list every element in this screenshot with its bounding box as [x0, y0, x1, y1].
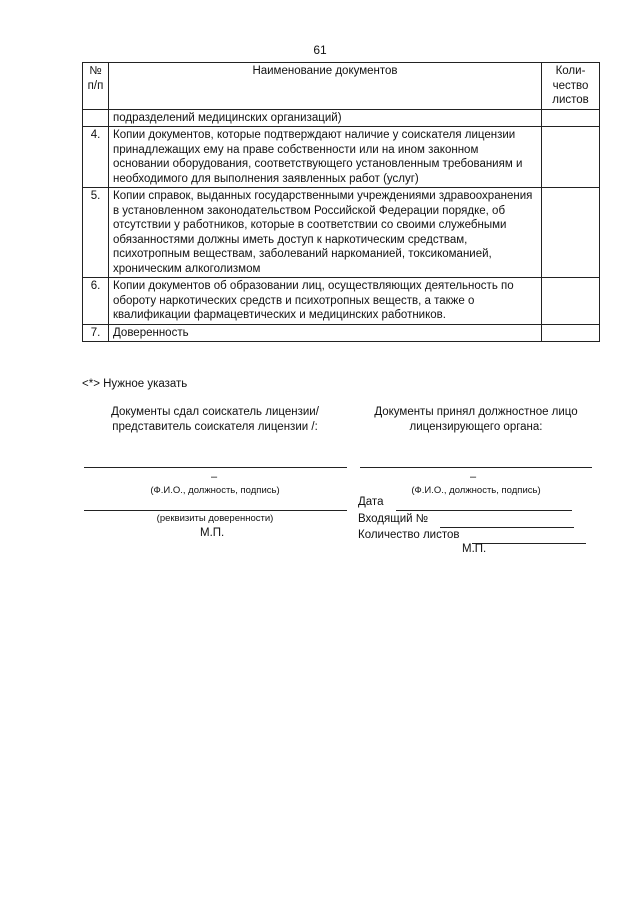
submitter-signature-line [84, 467, 347, 468]
documents-table [82, 62, 600, 342]
received-by-title: Документы принял должностное лицо лицензирующего органа: [374, 406, 578, 433]
submitter-signature-caption: (Ф.И.О., должность, подпись) [150, 485, 280, 496]
row-number: 6. [83, 278, 109, 325]
table-row [83, 127, 600, 188]
row-number: 7. [83, 324, 109, 342]
page-number: 61 [313, 43, 327, 57]
row-number [83, 109, 109, 127]
receiver-dash: – [470, 471, 477, 483]
submitted-by-title: Документы сдал соискатель лицензии/представитель соискателя лицензии /: [111, 406, 319, 433]
date-label: Дата [358, 496, 384, 508]
row-sheet-count [542, 109, 600, 127]
row-document-text: Копии документов, которые подтверждают наличие у соискателя лицензии принадлежащих ему на праве собственности или на ином законном основании оборудования, соответствующего установленным требованиям и необходимого для выполнения заявленных работ (услуг) [109, 127, 542, 188]
submitter-dash: – [211, 471, 218, 483]
table-header-row [83, 63, 600, 110]
incoming-number-label: Входящий № [358, 513, 429, 525]
sheet-count-line [472, 543, 586, 544]
footnote: <*> Нужное указать [82, 378, 188, 390]
header-number: № п/п [83, 63, 109, 110]
row-number: 5. [83, 188, 109, 278]
table-row [83, 278, 600, 325]
row-sheet-count [542, 324, 600, 342]
row-document-text: подразделений медицинских организаций) [109, 109, 542, 127]
header-sheet-count: Коли-чество листов [542, 63, 600, 110]
sheet-count-label: Количество листов [358, 529, 460, 541]
proxy-details-caption: (реквизиты доверенности) [156, 513, 274, 524]
row-sheet-count [542, 188, 600, 278]
row-sheet-count [542, 278, 600, 325]
table-row [83, 324, 600, 342]
date-line [396, 510, 572, 511]
proxy-details-line [84, 510, 347, 511]
table-row [83, 188, 600, 278]
table-row [83, 109, 600, 127]
row-number: 4. [83, 127, 109, 188]
row-document-text: Доверенность [109, 324, 542, 342]
header-document-name: Наименование документов [109, 63, 542, 110]
row-sheet-count [542, 127, 600, 188]
receiver-stamp-label: М.П. [462, 543, 487, 555]
submitter-stamp-label: М.П. [200, 527, 225, 539]
row-document-text: Копии документов об образовании лиц, осуществляющих деятельность по обороту наркотических средств и психотропных веществ, а также о квалификации фармацевтических и медицинских работников. [109, 278, 542, 325]
row-document-text: Копии справок, выданных государственными учреждениями здравоохранения в установленном законодательством Российской Федерации порядке, об отсутствии у работников, которые в соответствии со своими служебными обязанностями должны иметь доступ к наркотическим средствам, психотропным веществам, заболеваний наркоманией, токсикоманией, хроническим алкоголизмом [109, 188, 542, 278]
incoming-number-line [440, 527, 574, 528]
receiver-signature-caption: (Ф.И.О., должность, подпись) [411, 485, 541, 496]
receiver-signature-line [360, 467, 592, 468]
